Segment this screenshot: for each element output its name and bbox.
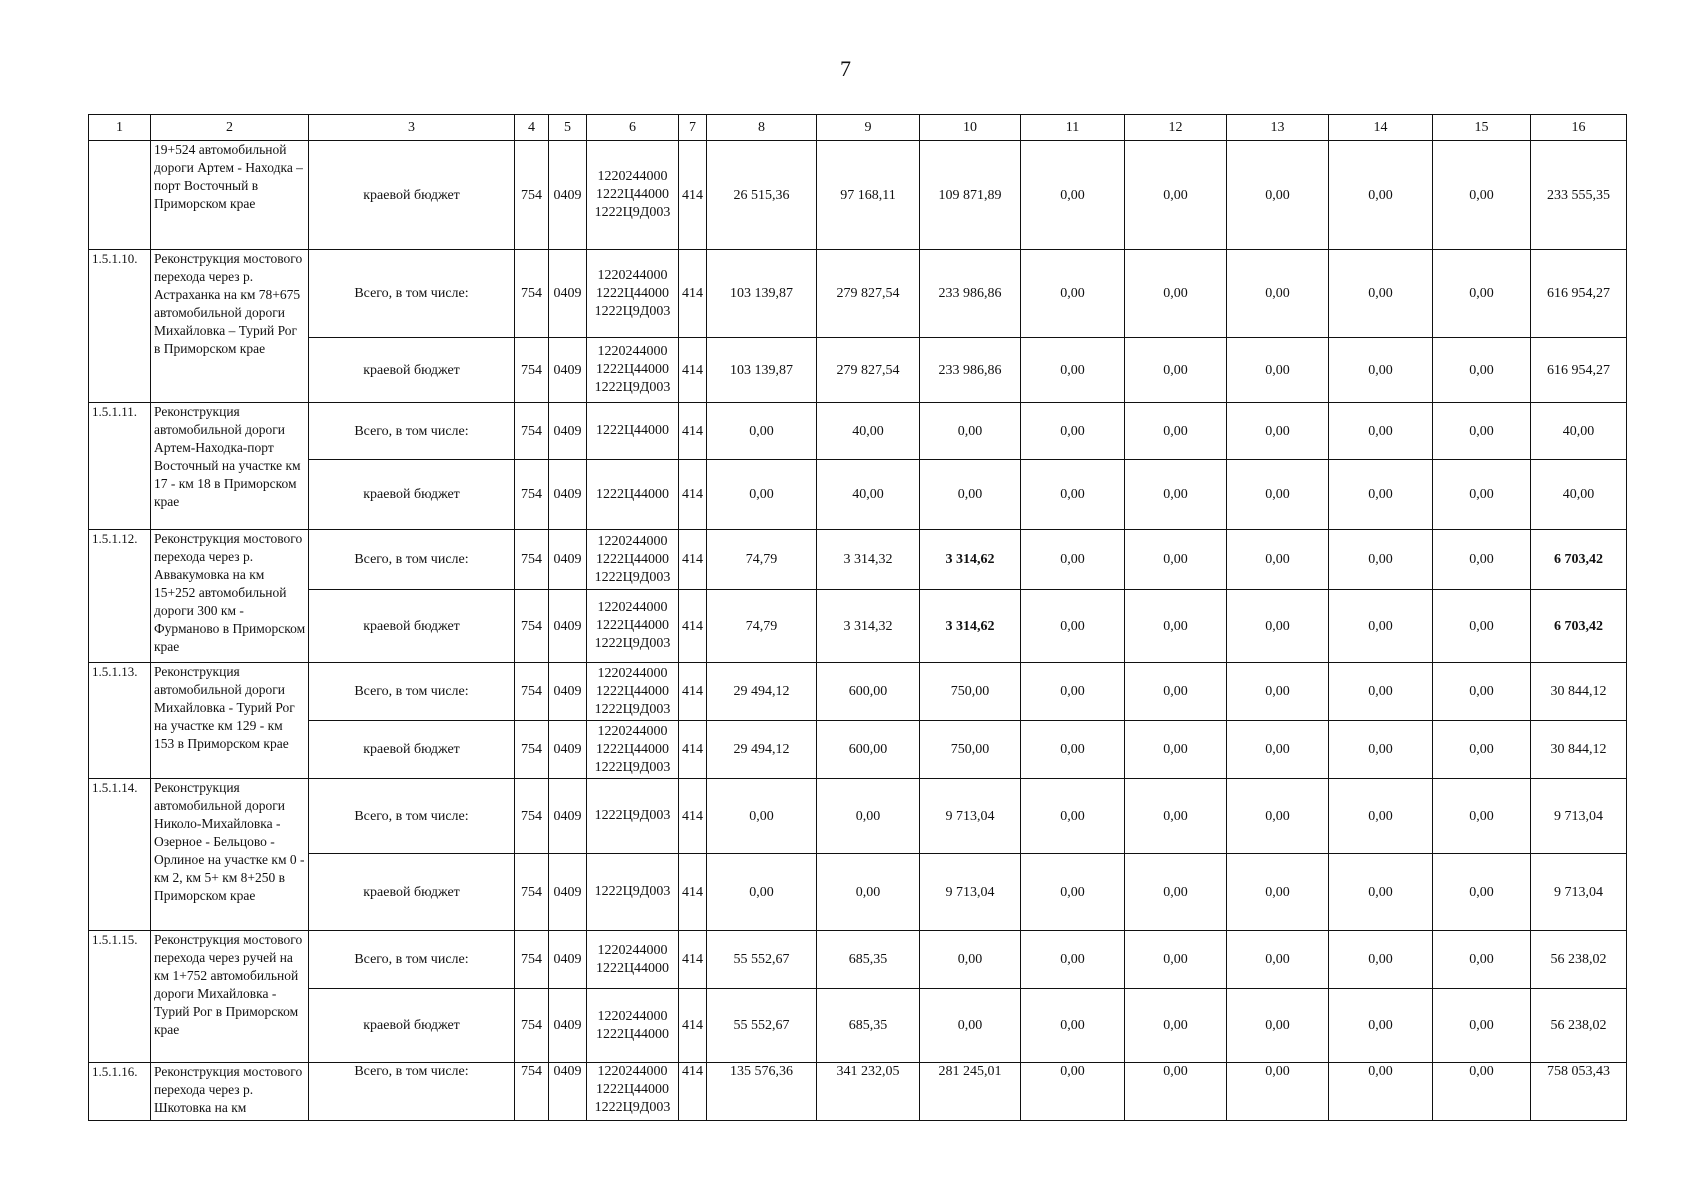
target-code: 1222Ц9Д003 (594, 380, 671, 395)
target-code: 1220244000 (597, 344, 668, 359)
value-col-9: 97 168,11 (817, 141, 920, 250)
code-expense-type: 414 (679, 338, 707, 403)
code-expense-type: 414 (679, 663, 707, 721)
value-col-11: 0,00 (1021, 989, 1125, 1063)
value-col-10: 0,00 (920, 403, 1021, 460)
target-code: 1222Ц44000 (595, 960, 670, 976)
item-name: Реконструкция мостового перехода через р. Аввакумовка на км 15+252 автомобильной дороги 300 км - Фурманово в Приморском крае (151, 530, 309, 663)
value-col-11: 0,00 (1021, 931, 1125, 989)
target-code: 1222Ц9Д003 (594, 569, 671, 585)
item-name: Реконструкция автомобильной дороги Артем-Находка-порт Восточный на участке км 17 - км 18 в Приморском крае (151, 403, 309, 530)
column-header-14: 14 (1329, 115, 1433, 141)
code-ministry: 754 (515, 530, 549, 590)
value-col-14: 0,00 (1329, 403, 1433, 460)
value-col-11: 0,00 (1021, 590, 1125, 663)
value-col-8: 29 494,12 (707, 663, 817, 721)
value-col-11: 0,00 (1021, 460, 1125, 530)
column-header-3: 3 (309, 115, 515, 141)
code-expense-type: 414 (679, 403, 707, 460)
code-ministry: 754 (515, 931, 549, 989)
value-col-14: 0,00 (1329, 530, 1433, 590)
column-header-4: 4 (515, 115, 549, 141)
value-col-10: 750,00 (920, 721, 1021, 779)
value-col-11: 0,00 (1021, 530, 1125, 590)
target-code: 1220244000 (597, 665, 668, 681)
value-col-10: 0,00 (920, 931, 1021, 989)
value-col-10: 233 986,86 (920, 250, 1021, 338)
table-row (89, 250, 1627, 338)
value-col-8: 74,79 (707, 530, 817, 590)
value-col-11: 0,00 (1021, 141, 1125, 250)
value-col-16: 233 555,35 (1531, 141, 1627, 250)
value-col-15: 0,00 (1433, 338, 1531, 403)
code-target (587, 338, 679, 403)
table-row (89, 1063, 1627, 1121)
column-header-8: 8 (707, 115, 817, 141)
code-ministry: 754 (515, 1063, 549, 1121)
code-ministry: 754 (515, 403, 549, 460)
funding-source: краевой бюджет (309, 721, 515, 779)
code-section: 0409 (549, 141, 587, 250)
code-target (587, 779, 679, 854)
target-code: 1222Ц44000 (595, 486, 670, 502)
table-row (89, 663, 1627, 721)
value-col-14: 0,00 (1329, 250, 1433, 338)
value-col-14: 0,00 (1329, 141, 1433, 250)
value-col-14: 0,00 (1329, 590, 1433, 663)
value-col-14: 0,00 (1329, 989, 1433, 1063)
value-col-16: 56 238,02 (1531, 989, 1627, 1063)
value-col-13: 0,00 (1227, 854, 1329, 931)
value-col-14: 0,00 (1329, 931, 1433, 989)
value-col-15: 0,00 (1433, 250, 1531, 338)
column-header-11: 11 (1021, 115, 1125, 141)
funding-source: Всего, в том числе: (309, 1063, 515, 1121)
code-expense-type: 414 (679, 1063, 707, 1121)
item-number: 1.5.1.14. (89, 779, 151, 931)
funding-source: краевой бюджет (309, 460, 515, 530)
value-col-10: 750,00 (920, 663, 1021, 721)
item-number: 1.5.1.12. (89, 530, 151, 663)
value-col-8: 103 139,87 (707, 250, 817, 338)
value-col-15: 0,00 (1433, 460, 1531, 530)
funding-source: Всего, в том числе: (309, 779, 515, 854)
code-target (587, 460, 679, 530)
code-ministry: 754 (515, 721, 549, 779)
value-col-14: 0,00 (1329, 460, 1433, 530)
value-col-12: 0,00 (1125, 338, 1227, 403)
code-target (587, 403, 679, 460)
target-code: 1220244000 (597, 723, 668, 739)
value-col-13: 0,00 (1227, 338, 1329, 403)
value-col-8: 26 515,36 (707, 141, 817, 250)
column-header-5: 5 (549, 115, 587, 141)
value-col-13: 0,00 (1227, 530, 1329, 590)
value-col-12: 0,00 (1125, 1063, 1227, 1121)
value-col-10: 9 713,04 (920, 854, 1021, 931)
code-target (587, 590, 679, 663)
code-section: 0409 (549, 403, 587, 460)
column-header-1: 1 (89, 115, 151, 141)
value-col-13: 0,00 (1227, 460, 1329, 530)
value-col-8: 55 552,67 (707, 989, 817, 1063)
value-col-13: 0,00 (1227, 250, 1329, 338)
value-col-11: 0,00 (1021, 854, 1125, 931)
value-col-16: 9 713,04 (1531, 854, 1627, 931)
value-col-14: 0,00 (1329, 663, 1433, 721)
target-code: 1220244000 (597, 942, 668, 958)
code-target (587, 663, 679, 721)
column-header-12: 12 (1125, 115, 1227, 141)
code-expense-type: 414 (679, 931, 707, 989)
code-section: 0409 (549, 460, 587, 530)
code-expense-type: 414 (679, 590, 707, 663)
item-name: Реконструкция автомобильной дороги Николо-Михайловка - Озерное - Бельцово - Орлиное на участке км 0 - км 2, км 5+ км 8+250 в Приморском крае (151, 779, 309, 931)
code-target (587, 1063, 679, 1121)
item-number: 1.5.1.16. (89, 1063, 151, 1121)
value-col-11: 0,00 (1021, 403, 1125, 460)
table-row (89, 721, 1627, 779)
value-col-11: 0,00 (1021, 779, 1125, 854)
value-col-10: 233 986,86 (920, 338, 1021, 403)
value-col-8: 0,00 (707, 460, 817, 530)
value-col-14: 0,00 (1329, 721, 1433, 779)
value-col-16: 30 844,12 (1531, 663, 1627, 721)
value-col-9: 40,00 (817, 460, 920, 530)
target-code: 1220244000 (597, 1008, 668, 1024)
value-col-8: 0,00 (707, 854, 817, 931)
code-section: 0409 (549, 721, 587, 779)
value-col-10: 0,00 (920, 460, 1021, 530)
value-col-12: 0,00 (1125, 779, 1227, 854)
value-col-11: 0,00 (1021, 338, 1125, 403)
value-col-16: 9 713,04 (1531, 779, 1627, 854)
code-target (587, 250, 679, 338)
value-col-14: 0,00 (1329, 854, 1433, 931)
value-col-12: 0,00 (1125, 403, 1227, 460)
value-col-9: 600,00 (817, 663, 920, 721)
value-col-13: 0,00 (1227, 779, 1329, 854)
code-expense-type: 414 (679, 250, 707, 338)
table-row (89, 931, 1627, 989)
value-col-15: 0,00 (1433, 854, 1531, 931)
value-col-13: 0,00 (1227, 590, 1329, 663)
target-code: 1222Ц44000 (595, 683, 670, 699)
value-col-16: 30 844,12 (1531, 721, 1627, 779)
value-col-10: 281 245,01 (920, 1063, 1021, 1121)
code-ministry: 754 (515, 779, 549, 854)
funding-source: краевой бюджет (309, 989, 515, 1063)
funding-source: краевой бюджет (309, 338, 515, 403)
item-name: Реконструкция мостового перехода через р. Шкотовка на км (151, 1063, 309, 1121)
item-name: Реконструкция мостового перехода через ручей на км 1+752 автомобильной дороги Михайловка - Турий Рог в Приморском крае (151, 931, 309, 1063)
value-col-12: 0,00 (1125, 989, 1227, 1063)
item-number: 1.5.1.10. (89, 250, 151, 403)
value-col-14: 0,00 (1329, 338, 1433, 403)
item-number: 1.5.1.13. (89, 663, 151, 779)
target-code: 1222Ц44000 (595, 285, 670, 301)
column-header-16: 16 (1531, 115, 1627, 141)
code-expense-type: 414 (679, 779, 707, 854)
table-row (89, 338, 1627, 403)
value-col-12: 0,00 (1125, 141, 1227, 250)
target-code: 1220244000 (597, 267, 668, 283)
column-header-10: 10 (920, 115, 1021, 141)
value-col-16: 6 703,42 (1531, 590, 1627, 663)
value-col-15: 0,00 (1433, 663, 1531, 721)
code-section: 0409 (549, 663, 587, 721)
target-code: 1222Ц44000 (595, 618, 670, 633)
value-col-9: 600,00 (817, 721, 920, 779)
value-col-15: 0,00 (1433, 1063, 1531, 1121)
value-col-10: 3 314,62 (920, 590, 1021, 663)
value-col-9: 279 827,54 (817, 250, 920, 338)
code-ministry: 754 (515, 590, 549, 663)
value-col-14: 0,00 (1329, 779, 1433, 854)
value-col-12: 0,00 (1125, 530, 1227, 590)
value-col-13: 0,00 (1227, 1063, 1329, 1121)
value-col-8: 103 139,87 (707, 338, 817, 403)
code-section: 0409 (549, 1063, 587, 1121)
value-col-8: 135 576,36 (707, 1063, 817, 1121)
code-expense-type: 414 (679, 460, 707, 530)
value-col-13: 0,00 (1227, 989, 1329, 1063)
funding-source: краевой бюджет (309, 854, 515, 931)
column-header-7: 7 (679, 115, 707, 141)
value-col-16: 616 954,27 (1531, 338, 1627, 403)
value-col-11: 0,00 (1021, 663, 1125, 721)
value-col-9: 685,35 (817, 931, 920, 989)
value-col-16: 6 703,42 (1531, 530, 1627, 590)
value-col-12: 0,00 (1125, 460, 1227, 530)
code-ministry: 754 (515, 460, 549, 530)
value-col-9: 0,00 (817, 779, 920, 854)
code-target (587, 530, 679, 590)
item-name: Реконструкция мостового перехода через р. Астраханка на км 78+675 автомобильной дороги Михайловка – Турий Рог в Приморском крае (151, 250, 309, 403)
funding-source: Всего, в том числе: (309, 663, 515, 721)
code-expense-type: 414 (679, 989, 707, 1063)
item-number: 1.5.1.15. (89, 931, 151, 1063)
value-col-12: 0,00 (1125, 250, 1227, 338)
code-section: 0409 (549, 590, 587, 663)
value-col-10: 3 314,62 (920, 530, 1021, 590)
code-section: 0409 (549, 530, 587, 590)
value-col-16: 40,00 (1531, 403, 1627, 460)
value-col-12: 0,00 (1125, 931, 1227, 989)
target-code: 1222Ц44000 (595, 1026, 670, 1042)
value-col-15: 0,00 (1433, 931, 1531, 989)
code-target (587, 931, 679, 989)
code-section: 0409 (549, 779, 587, 854)
value-col-13: 0,00 (1227, 721, 1329, 779)
value-col-12: 0,00 (1125, 590, 1227, 663)
code-ministry: 754 (515, 250, 549, 338)
column-header-2: 2 (151, 115, 309, 141)
column-header-13: 13 (1227, 115, 1329, 141)
item-name: Реконструкция автомобильной дороги Михайловка - Турий Рог на участке км 129 - км 153 в Приморском крае (151, 663, 309, 779)
funding-source: Всего, в том числе: (309, 250, 515, 338)
table-row (89, 854, 1627, 931)
column-header-9: 9 (817, 115, 920, 141)
funding-source: краевой бюджет (309, 141, 515, 250)
target-code: 1220244000 (597, 1064, 668, 1079)
target-code: 1220244000 (597, 533, 668, 549)
value-col-9: 685,35 (817, 989, 920, 1063)
value-col-16: 56 238,02 (1531, 931, 1627, 989)
value-col-8: 55 552,67 (707, 931, 817, 989)
header-row (89, 115, 1627, 141)
code-expense-type: 414 (679, 721, 707, 779)
target-code: 1222Ц44000 (595, 1082, 670, 1097)
value-col-15: 0,00 (1433, 721, 1531, 779)
value-col-8: 0,00 (707, 403, 817, 460)
code-ministry: 754 (515, 141, 549, 250)
funding-source: Всего, в том числе: (309, 403, 515, 460)
code-target (587, 721, 679, 779)
value-col-11: 0,00 (1021, 721, 1125, 779)
value-col-9: 3 314,32 (817, 530, 920, 590)
funding-source: Всего, в том числе: (309, 530, 515, 590)
value-col-11: 0,00 (1021, 1063, 1125, 1121)
table-row (89, 989, 1627, 1063)
value-col-13: 0,00 (1227, 141, 1329, 250)
code-ministry: 754 (515, 663, 549, 721)
target-code: 1222Ц44000 (595, 423, 670, 438)
value-col-14: 0,00 (1329, 1063, 1433, 1121)
value-col-8: 74,79 (707, 590, 817, 663)
value-col-8: 0,00 (707, 779, 817, 854)
value-col-9: 3 314,32 (817, 590, 920, 663)
column-header-15: 15 (1433, 115, 1531, 141)
value-col-15: 0,00 (1433, 989, 1531, 1063)
code-expense-type: 414 (679, 141, 707, 250)
target-code: 1222Ц9Д003 (594, 884, 671, 899)
value-col-10: 109 871,89 (920, 141, 1021, 250)
code-section: 0409 (549, 250, 587, 338)
value-col-15: 0,00 (1433, 590, 1531, 663)
code-section: 0409 (549, 854, 587, 931)
target-code: 1222Ц9Д003 (594, 205, 671, 220)
target-code: 1222Ц9Д003 (594, 701, 671, 717)
code-ministry: 754 (515, 854, 549, 931)
code-section: 0409 (549, 989, 587, 1063)
value-col-15: 0,00 (1433, 779, 1531, 854)
value-col-12: 0,00 (1125, 721, 1227, 779)
item-name: 19+524 автомобильной дороги Артем - Находка – порт Восточный в Приморском крае (151, 141, 309, 250)
target-code: 1222Ц44000 (595, 362, 670, 377)
table-row (89, 530, 1627, 590)
value-col-16: 40,00 (1531, 460, 1627, 530)
code-target (587, 854, 679, 931)
table-row (89, 460, 1627, 530)
funding-source: краевой бюджет (309, 590, 515, 663)
target-code: 1220244000 (597, 600, 668, 615)
value-col-15: 0,00 (1433, 403, 1531, 460)
table-row (89, 403, 1627, 460)
target-code: 1220244000 (597, 169, 668, 184)
value-col-15: 0,00 (1433, 141, 1531, 250)
target-code: 1222Ц9Д003 (594, 808, 671, 823)
value-col-13: 0,00 (1227, 663, 1329, 721)
value-col-9: 279 827,54 (817, 338, 920, 403)
value-col-11: 0,00 (1021, 250, 1125, 338)
code-ministry: 754 (515, 338, 549, 403)
item-number (89, 141, 151, 250)
target-code: 1222Ц9Д003 (594, 759, 671, 775)
code-target (587, 141, 679, 250)
table-row (89, 590, 1627, 663)
value-col-13: 0,00 (1227, 931, 1329, 989)
target-code: 1222Ц9Д003 (594, 303, 671, 319)
table-row (89, 141, 1627, 250)
code-section: 0409 (549, 338, 587, 403)
page-number: 7 (840, 56, 851, 81)
budget-table (88, 114, 1627, 1121)
value-col-12: 0,00 (1125, 663, 1227, 721)
value-col-9: 0,00 (817, 854, 920, 931)
funding-source: Всего, в том числе: (309, 931, 515, 989)
column-header-6: 6 (587, 115, 679, 141)
value-col-16: 758 053,43 (1531, 1063, 1627, 1121)
value-col-10: 9 713,04 (920, 779, 1021, 854)
item-number: 1.5.1.11. (89, 403, 151, 530)
value-col-8: 29 494,12 (707, 721, 817, 779)
target-code: 1222Ц44000 (595, 551, 670, 567)
code-section: 0409 (549, 931, 587, 989)
value-col-15: 0,00 (1433, 530, 1531, 590)
code-target (587, 989, 679, 1063)
value-col-10: 0,00 (920, 989, 1021, 1063)
target-code: 1222Ц44000 (595, 187, 670, 202)
target-code: 1222Ц9Д003 (594, 636, 671, 651)
target-code: 1222Ц9Д003 (594, 1100, 671, 1115)
value-col-9: 40,00 (817, 403, 920, 460)
target-code: 1222Ц44000 (595, 741, 670, 757)
table-row (89, 779, 1627, 854)
value-col-13: 0,00 (1227, 403, 1329, 460)
value-col-12: 0,00 (1125, 854, 1227, 931)
code-expense-type: 414 (679, 854, 707, 931)
value-col-16: 616 954,27 (1531, 250, 1627, 338)
code-ministry: 754 (515, 989, 549, 1063)
code-expense-type: 414 (679, 530, 707, 590)
value-col-9: 341 232,05 (817, 1063, 920, 1121)
